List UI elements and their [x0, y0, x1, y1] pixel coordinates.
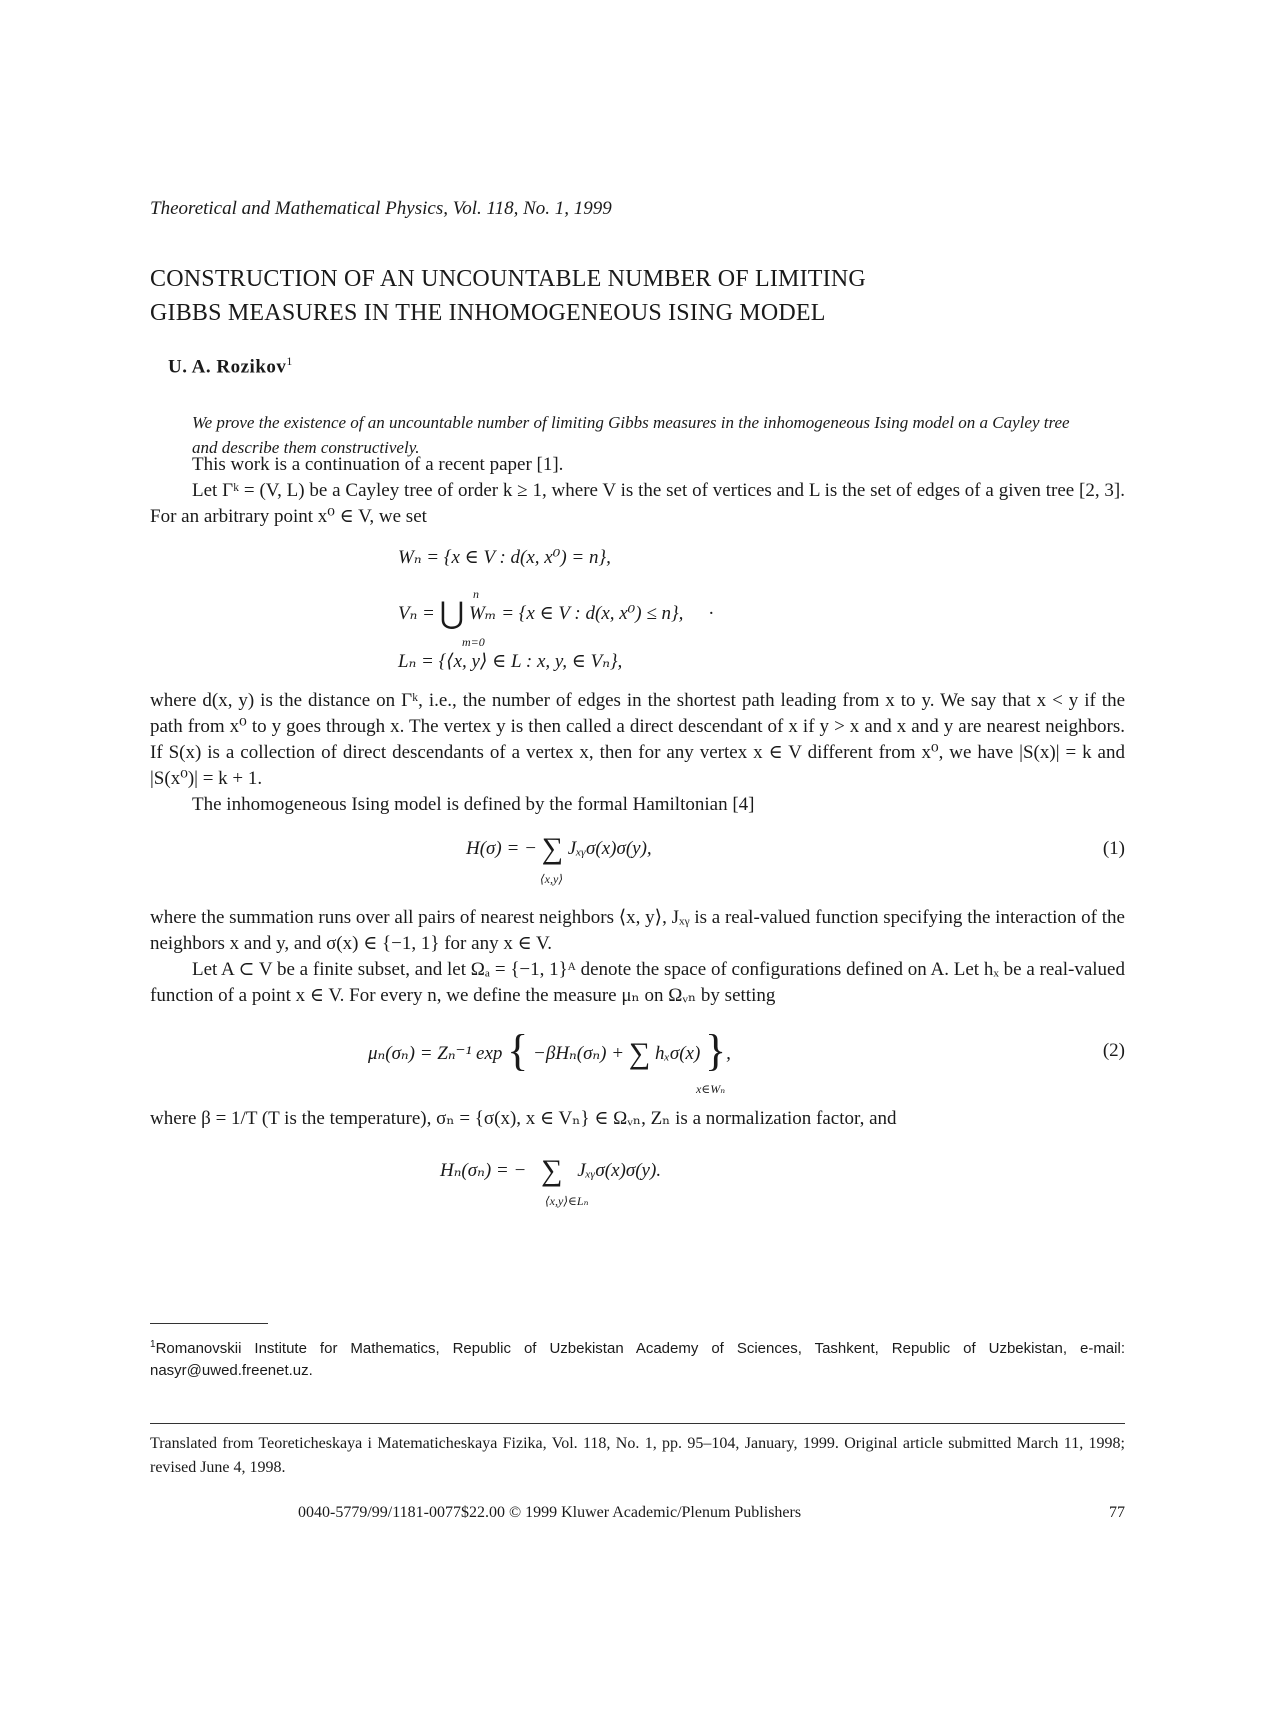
hn-left: Hₙ(σₙ) = − — [440, 1160, 527, 1181]
title-line-1: CONSTRUCTION OF AN UNCOUNTABLE NUMBER OF LIMITING — [150, 266, 866, 292]
abstract: We prove the existence of an uncountable number of limiting Gibbs measures in the inhomogeneous Ising model on a Cayley tree and describe them constructively. — [192, 413, 1070, 457]
paragraph-4: The inhomogeneous Ising model is defined by the formal Hamiltonian [4] — [192, 794, 755, 815]
footnote — [150, 1334, 1125, 1382]
title-line-2: GIBBS MEASURES IN THE INHOMOGENEOUS ISING MODEL — [150, 300, 826, 326]
paragraph-1: This work is a continuation of a recent paper [1]. — [192, 454, 564, 475]
restricted-hamiltonian — [440, 1154, 662, 1187]
translation-rule — [150, 1423, 1125, 1424]
paragraph-5: where the summation runs over all pairs of nearest neighbors ⟨x, y⟩, Jₓᵧ is a real-valued function specifying the interaction of the neighbors x and y, and σ(x) ∈ {−1, 1} for any x ∈ V. — [150, 907, 1125, 954]
hamiltonian-left: H(σ) = − — [466, 838, 537, 859]
hn-right: Jₓᵧσ(x)σ(y). — [577, 1160, 662, 1181]
hamiltonian — [466, 832, 652, 865]
sum-operator: ∑ — [541, 1154, 563, 1187]
paragraph-2: Let Γᵏ = (V, L) be a Cayley tree of order k ≥ 1, where V is the set of vertices and L is the set of edges of a given tree [2, 3]. For an arbitrary point x⁰ ∈ V, we set — [150, 480, 1125, 527]
sum-index: ⟨x,y⟩∈Lₙ — [545, 1194, 589, 1208]
vn-right: Wₘ = {x ∈ V : d(x, x⁰) ≤ n}, — [469, 603, 684, 624]
paper-title — [150, 262, 1125, 330]
translation-note: Translated from Teoreticheskaya i Matematicheskaya Fizika, Vol. 118, No. 1, pp. 95–104, January, 1999. Original article submitted March 11, 1998; revised June 4, 1998. — [150, 1435, 1125, 1476]
page-number: 77 — [1109, 1504, 1125, 1521]
equation-number-1: (1) — [1102, 838, 1125, 859]
right-brace: } — [705, 1026, 727, 1075]
paragraph-6: Let A ⊂ V be a finite subset, and let Ωₐ = {−1, 1}ᴬ denote the space of configurations defined on A. Let hₓ be a real-valued function of a point x ∈ V. For every n, we define the measure μₙ on Ωᵥₙ by setting — [150, 959, 1125, 1006]
author — [168, 348, 293, 380]
equation-wn: Wₙ = {x ∈ V : d(x, x⁰) = n}, — [398, 547, 611, 568]
footnote-text: Romanovskii Institute for Mathematics, Republic of Uzbekistan Academy of Sciences, Tashkent, Republic of Uzbekistan, e-mail: nasyr@uwed.freenet.uz. — [150, 1340, 1125, 1379]
footnote-rule — [150, 1323, 268, 1324]
measure-formula — [368, 1026, 731, 1075]
body-section-4 — [150, 1106, 1125, 1132]
equation-sets — [150, 545, 1125, 675]
sum-index: x∈Wₙ — [696, 1082, 726, 1096]
equation-vn — [398, 597, 715, 630]
author-footnote-mark: 1 — [286, 354, 293, 368]
sum-operator: ∑ — [541, 832, 564, 865]
union-operator: ⋃ — [439, 597, 465, 630]
union-lower-limit: m=0 — [462, 635, 485, 649]
measure-inner-right: hₓσ(x) — [654, 1043, 701, 1064]
paragraph-7: where β = 1/T (T is the temperature), σₙ = {σ(x), x ∈ Vₙ} ∈ Ωᵥₙ, Zₙ is a normalization factor, and — [150, 1108, 897, 1129]
equation-number-2: (2) — [1102, 1040, 1125, 1061]
vn-left: Vₙ = — [398, 603, 435, 624]
left-brace: { — [507, 1026, 529, 1075]
equation-ln: Lₙ = {⟨x, y⟩ ∈ L : x, y, ∈ Vₙ}, — [398, 651, 623, 672]
body-section-3 — [150, 905, 1125, 1009]
hamiltonian-right: Jₓᵧσ(x)σ(y), — [567, 838, 652, 859]
union-upper-limit: n — [473, 587, 479, 601]
sum-operator: ∑ — [628, 1037, 651, 1070]
equation-1 — [150, 832, 1125, 886]
publisher-imprint: 0040-5779/99/1181-0077$22.00 © 1999 Kluwer Academic/Plenum Publishers — [298, 1504, 802, 1521]
measure-comma: , — [726, 1043, 731, 1064]
body-section-2 — [150, 688, 1125, 818]
equation-hn — [150, 1154, 1125, 1208]
paper-page — [150, 0, 1125, 1726]
equation-2 — [150, 1028, 1125, 1098]
footnote-mark: 1 — [150, 1339, 156, 1350]
journal-header: Theoretical and Mathematical Physics, Vol. 118, No. 1, 1999 — [150, 198, 612, 219]
measure-inner-left: −βHₙ(σₙ) + — [533, 1043, 625, 1064]
vn-dot: · — [708, 603, 715, 624]
paragraph-3: where d(x, y) is the distance on Γᵏ, i.e., the number of edges in the shortest path leading from x to y. We say that x < y if the path from x⁰ to y goes through x. The vertex y is then called a direct descendant of x if y > x and x and y are nearest neighbors. If S(x) is a collection of direct descendants of a vertex x, then for any vertex x ∈ V different from x⁰, we have |S(x)| = k and |S(x⁰)| = k + 1. — [150, 690, 1125, 789]
author-name: U. A. Rozikov — [168, 356, 287, 378]
body-section-1 — [150, 452, 1125, 530]
sum-index: ⟨x,y⟩ — [540, 872, 564, 886]
measure-left: μₙ(σₙ) = Zₙ⁻¹ exp — [368, 1043, 503, 1064]
